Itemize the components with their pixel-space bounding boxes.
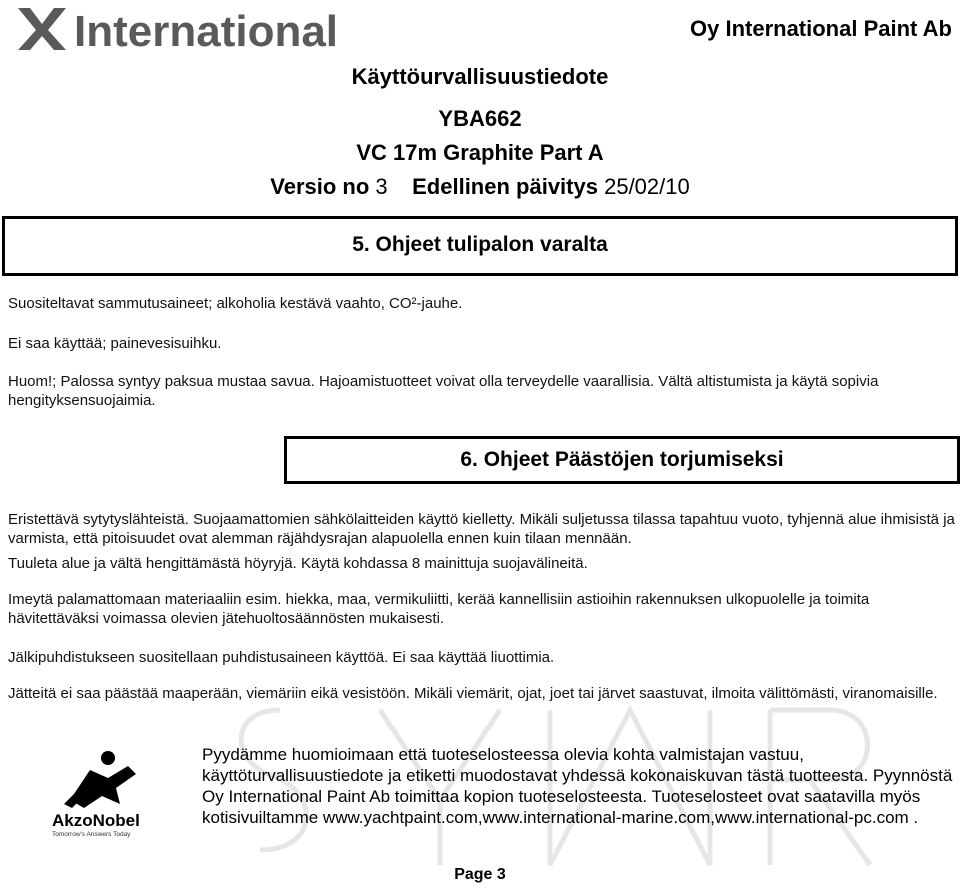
- version-value: 3: [375, 174, 388, 199]
- footer-notice: Pyydämme huomioimaan että tuoteselosteessa olevia kohta valmistajan vastuu, käyttöturvallisuustiedote ja etiketti muodostavat yhdessä kokonaiskuvan tästä tuotteesta. Pyynnöstä Oy International Paint Ab toimittaa kopion tuoteselosteesta. Tuoteselosteet ovat saatavilla myös kotisivuiltamme www.yachtpaint.com,www.international-marine.com,www.international-pc.com .: [202, 745, 953, 827]
- section5-extinguishing: Suositeltavat sammutusaineet; alkoholia kestävä vaahto, CO²-jauhe.: [8, 295, 463, 312]
- international-logo: [16, 6, 356, 52]
- akzonobel-logo: [50, 748, 160, 838]
- prev-update-value: 25/02/10: [604, 174, 690, 199]
- section5-not-use: Ei saa käyttää; painevesisuihku.: [8, 335, 222, 352]
- akzonobel-tagline: Tomorrow's Answers Today: [52, 831, 131, 838]
- doc-type-title: Käyttöurvallisuustiedote: [351, 64, 609, 89]
- product-code: YBA662: [438, 106, 522, 131]
- section5-note: Huom!; Palossa syntyy paksua mustaa savua. Hajoamistuotteet voivat olla terveydelle vaarallisia. Vältä altistumista ja käytä sopivia hengityksensuojaimia.: [8, 373, 879, 409]
- section6-para-2: Tuuleta alue ja vältä hengittämästä höyryjä. Käytä kohdassa 8 mainittuja suojavälineitä.: [8, 555, 588, 572]
- brand-text: International: [74, 7, 339, 52]
- x-mark-icon: [18, 8, 66, 50]
- section6-para-3: Imeytä palamattomaan materiaaliin esim. hiekka, maa, vermikuliitti, kerää kannellisiin astioihin rakennuksen ulkopuolelle ja toimita hävitettäväksi voimassa olevien jätehuoltosäännösten mukaisesti.: [8, 591, 870, 627]
- section6-para-1: Eristettävä sytytyslähteistä. Suojaamattomien sähkölaitteiden käyttö kielletty. Mikäli suljetussa tilassa tapahtuu vuoto, tyhjennä alue ihmisistä ja varmista, että pitoisuudet ovat alemman räjähdysrajan alapuolella ennen kuin tilaan mennään.: [8, 511, 955, 547]
- section6-heading: 6. Ohjeet Päästöjen torjumiseksi: [460, 448, 784, 471]
- section5-heading-box: [2, 216, 958, 276]
- akzonobel-brand: AkzoNobel: [52, 811, 140, 830]
- company-name: Oy International Paint Ab: [690, 16, 952, 41]
- version-line: [0, 174, 960, 200]
- section5-heading: 5. Ohjeet tulipalon varalta: [352, 233, 608, 256]
- product-name: VC 17m Graphite Part A: [356, 140, 604, 165]
- section6-heading-box: [284, 436, 960, 484]
- section6-para-5: Jätteitä ei saa päästää maaperään, viemäriin eikä vesistöön. Mikäli viemärit, ojat, joet tai järvet saastuvat, ilmoita välittömästi, viranomaisille.: [8, 685, 938, 702]
- section6-para-4: Jälkipuhdistukseen suositellaan puhdistusaineen käyttöä. Ei saa käyttää liuottimia.: [8, 649, 555, 666]
- prev-update-label: Edellinen päivitys: [412, 174, 598, 199]
- version-label: Versio no: [270, 174, 370, 199]
- akzonobel-figure-icon: [64, 751, 136, 808]
- page-number: Page 3: [454, 866, 506, 883]
